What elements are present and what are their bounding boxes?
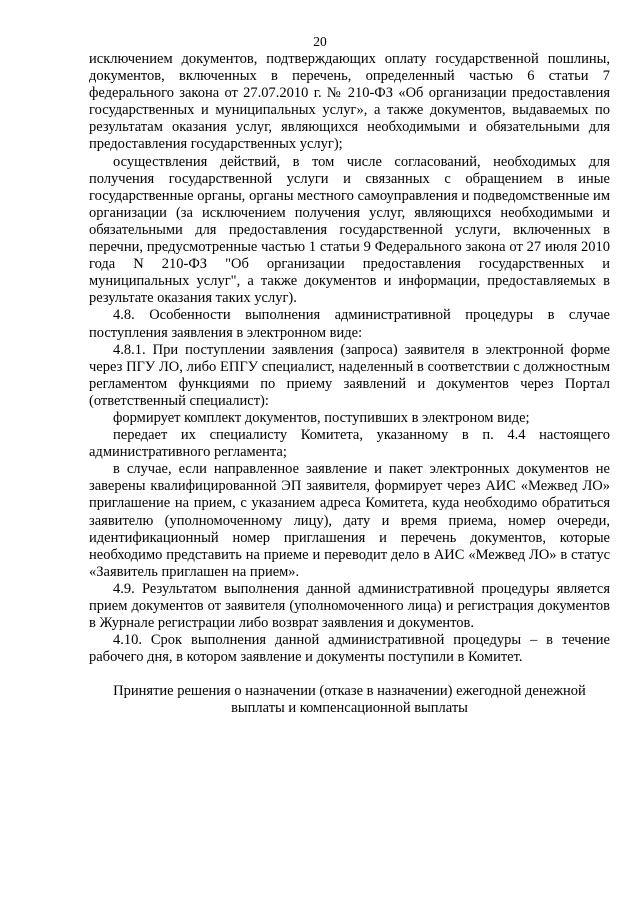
paragraph-4-8-1: 4.8.1. При поступлении заявления (запроса) заявителя в электронной форме через ПГУ ЛО, либо ЕПГУ специалист, наделенный в соответствии с должностным регламентом функциями по приему заявлений и документов через Портал (ответственный специалист): bbox=[89, 341, 610, 409]
document-body bbox=[89, 51, 610, 718]
paragraph-invitation: в случае, если направленное заявление и пакет электронных документов не заверены квалифицированной ЭП заявителя, формирует через АИС «Межвед ЛО» приглашение на прием, с указанием адреса Комитета, куда необходимо обратиться заявителю (уполномоченному лицу), дату и время приема, номер очереди, идентификационный номер приглашения и перечень документов, которые необходимо представить на приеме и переводит дело в АИС «Межвед ЛО» в статус «Заявитель приглашен на прием». bbox=[89, 461, 610, 580]
page-number: 20 bbox=[313, 34, 327, 49]
paragraph-4-9: 4.9. Результатом выполнения данной административной процедуры является прием документов от заявителя (уполномоченного лица) и регистрация документов в Журнале регистрации либо возврат заявления и документов. bbox=[89, 580, 610, 632]
paragraph-4-10: 4.10. Срок выполнения данной административной процедуры – в течение рабочего дня, в котором заявление и документы поступили в Комитет. bbox=[89, 632, 610, 666]
paragraph-forms-set: формирует комплект документов, поступивших в электроном виде; bbox=[113, 409, 530, 426]
paragraph-actions: осуществления действий, в том числе согласований, необходимых для получения государственной услуги и связанных с обращением в иные государственные органы, органы местного самоуправления и подведомственные им организации (за исключением получения услуг, являющихся необходимыми и обязательными для предоставления государственной услуги, включенных в перечни, предусмотренные частью 1 статьи 9 Федерального закона от 27 июля 2010 года N 210-ФЗ "Об организации предоставления государственных и муниципальных услуг", а также документов и информации, предоставляемых в результате оказания таких услуг). bbox=[89, 153, 610, 307]
section-heading: Принятие решения о назначении (отказе в назначении) ежегодной денежной выплаты и компенсационной выплаты bbox=[113, 683, 586, 717]
paragraph-continuation: исключением документов, подтверждающих оплату государственной пошлины, документов, включенных в перечень, определенный частью 6 статьи 7 федерального закона от 27.07.2010 г. № 210-ФЗ «Об организации предоставления государственных и муниципальных услуг», а также документов, выдаваемых по результатам оказания услуг, являющихся необходимыми и обязательными для предоставления государственных услуг); bbox=[89, 51, 610, 153]
paragraph-transfers: передает их специалисту Комитета, указанному в п. 4.4 настоящего административного регламента; bbox=[89, 427, 610, 461]
paragraph-4-8: 4.8. Особенности выполнения административной процедуры в случае поступления заявления в электронном виде: bbox=[89, 307, 610, 341]
